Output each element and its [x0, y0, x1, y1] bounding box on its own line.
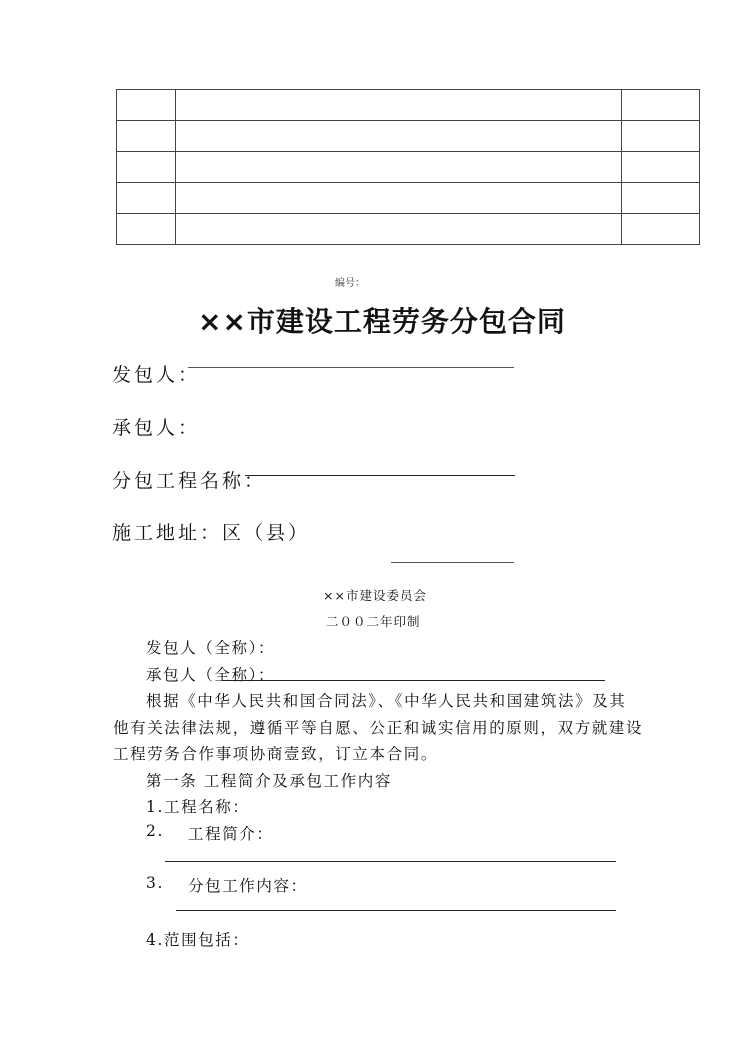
site-address-label: 施工地址：区（县）: [112, 522, 311, 544]
table-row: [117, 214, 700, 245]
table-row: [117, 152, 700, 183]
project-name-label: 分包工程名称：: [112, 470, 267, 492]
item-3-label: 分包工作内容：: [188, 877, 308, 895]
table-cell: [117, 152, 176, 183]
site-address-blank-line[interactable]: [391, 562, 514, 563]
table-row: [117, 121, 700, 152]
serial-number-label: 编号：: [335, 278, 365, 289]
table-cell: [176, 90, 622, 121]
employer-full-label: 发包人（全称）：: [146, 639, 276, 657]
item-2-blank-line[interactable]: [165, 861, 616, 862]
preamble-line-3: 工程劳务合作事项协商壹致，订立本合同。: [113, 745, 438, 763]
preamble-line-1: 根据《中华人民共和国合同法》、《中华人民共和国建筑法》及其: [146, 692, 627, 710]
contractor-label: 承包人：: [112, 417, 201, 439]
item-1-project-name: 1.工程名称：: [146, 798, 250, 816]
article-1-heading: 第一条 工程简介及承包工作内容: [146, 772, 392, 790]
employer-blank-line[interactable]: [188, 367, 514, 368]
item-2-label: 工程简介：: [188, 825, 274, 843]
item-3-number: 3.: [146, 874, 164, 892]
table-cell: [622, 121, 700, 152]
table-cell: [622, 152, 700, 183]
table-cell: [622, 90, 700, 121]
table-cell: [117, 121, 176, 152]
item-4-scope: 4.范围包括：: [146, 931, 250, 949]
item-2-number: 2.: [146, 822, 164, 840]
item-3-blank-line[interactable]: [176, 910, 616, 911]
table-cell: [117, 90, 176, 121]
table-row: [117, 183, 700, 214]
contractor-full-label: 承包人（全称）：: [146, 666, 276, 684]
employer-label: 发包人：: [112, 364, 201, 386]
table-cell: [176, 152, 622, 183]
table-row: [117, 90, 700, 121]
table-cell: [176, 214, 622, 245]
table-cell: [622, 183, 700, 214]
table-cell: [117, 183, 176, 214]
issuer-text: ××市建设委员会: [323, 588, 427, 603]
contractor-full-blank-line[interactable]: [222, 680, 605, 681]
table-cell: [176, 121, 622, 152]
table-cell: [622, 214, 700, 245]
table-cell: [117, 214, 176, 245]
print-note-text: 二００二年印制: [326, 614, 421, 629]
table-cell: [176, 183, 622, 214]
contract-title: ××市建设工程劳务分包合同: [198, 305, 566, 338]
project-name-blank-line[interactable]: [245, 475, 515, 476]
preamble-line-2: 他有关法律法规，遵循平等自愿、公正和诚实信用的原则，双方就建设: [113, 719, 644, 737]
header-table: [116, 89, 700, 245]
